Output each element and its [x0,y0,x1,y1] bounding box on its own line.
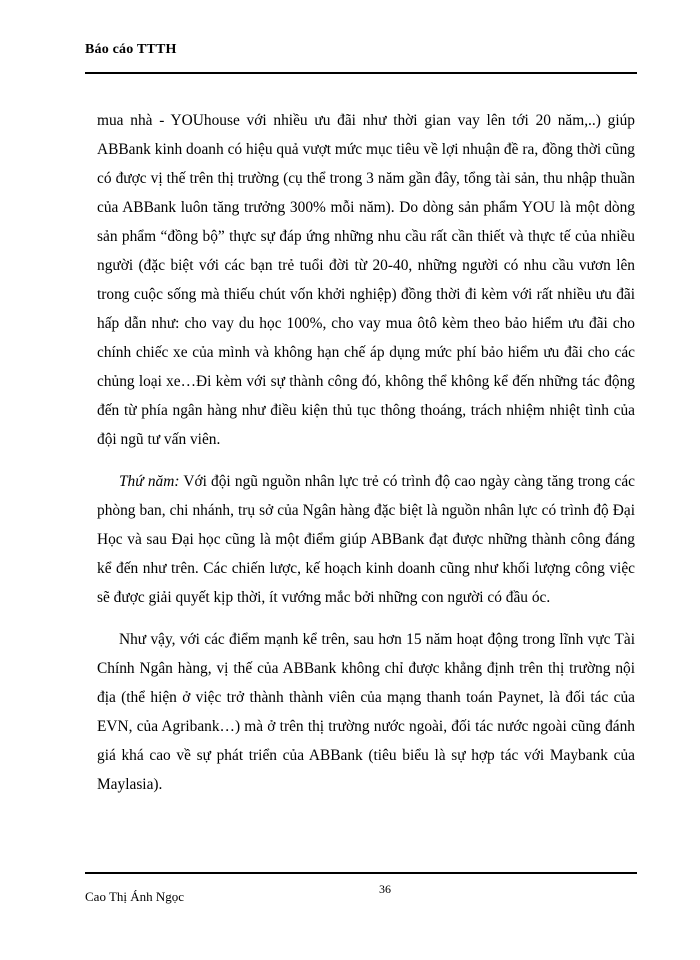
page-number: 36 [379,882,391,896]
paragraph-3: Như vậy, với các điểm mạnh kể trên, sau hơn 15 năm hoạt động trong lĩnh vực Tài Chính Ngân hàng, vị thế của ABBank không chỉ được khẳng định trên thị trường nội địa (thể hiện ở việc trở thành thành viên của mạng thanh toán Paynet, là đối tác của EVN, của Agribank…) mà ở trên thị trường nước ngoài, đối tác nước ngoài cũng đánh giá khá cao về sự phát triển của ABBank (tiêu biểu là sự hợp tác với Maybank của Maylasia). [97,631,635,793]
paragraph-1: mua nhà - YOUhouse với nhiều ưu đãi như thời gian vay lên tới 20 năm,..) giúp ABBank kinh doanh có hiệu quả vượt mức mục tiêu về lợi nhuận đề ra, đồng thời cũng có được vị thế trên thị trường (cụ thể trong 3 năm gần đây, tổng tài sản, thu nhập thuần của ABBank luôn tăng trưởng 300% mỗi năm). Do dòng sản phẩm YOU là một dòng sản phẩm “đồng bộ” thực sự đáp ứng những nhu cầu rất cần thiết và thực tế của nhiều người (đặc biệt với các bạn trẻ tuổi đời từ 20-40, những người có nhu cầu vươn lên trong cuộc sống mà thiếu chút vốn khởi nghiệp) đồng thời đi kèm với rất nhiều ưu đãi hấp dẫn như: cho vay du học 100%, cho vay mua ôtô kèm theo bảo hiểm ưu đãi cho chính chiếc xe của mình và không hạn chế áp dụng mức phí bảo hiểm ưu đãi cho các chủng loại xe…Đi kèm với sự thành công đó, không thể không kể đến những tác động đến từ phía ngân hàng như điều kiện thủ tục thông thoáng, trách nhiệm nhiệt tình của đội ngũ tư vấn viên. [97,112,635,448]
paragraph-2 [97,467,635,612]
footer-divider [85,872,637,874]
header-title: Báo cáo TTTH [85,42,177,57]
paragraph-2-lead: Thứ năm: [119,473,180,490]
body-text [97,106,635,812]
header-divider [85,72,637,74]
footer-author: Cao Thị Ánh Ngọc [85,889,185,904]
paragraph-2-text: Với đội ngũ nguồn nhân lực trẻ có trình độ cao ngày càng tăng trong các phòng ban, chi nhánh, trụ sở của Ngân hàng đặc biệt là nguồn nhân lực có trình độ Đại Học và sau Đại học cũng là một điểm giúp ABBank đạt được những thành công đáng kể đến như trên. Các chiến lược, kế hoạch kinh doanh cũng như khối lượng công việc sẽ được giải quyết kịp thời, ít vướng mắc bởi những con người có đầu óc. [97,473,635,606]
